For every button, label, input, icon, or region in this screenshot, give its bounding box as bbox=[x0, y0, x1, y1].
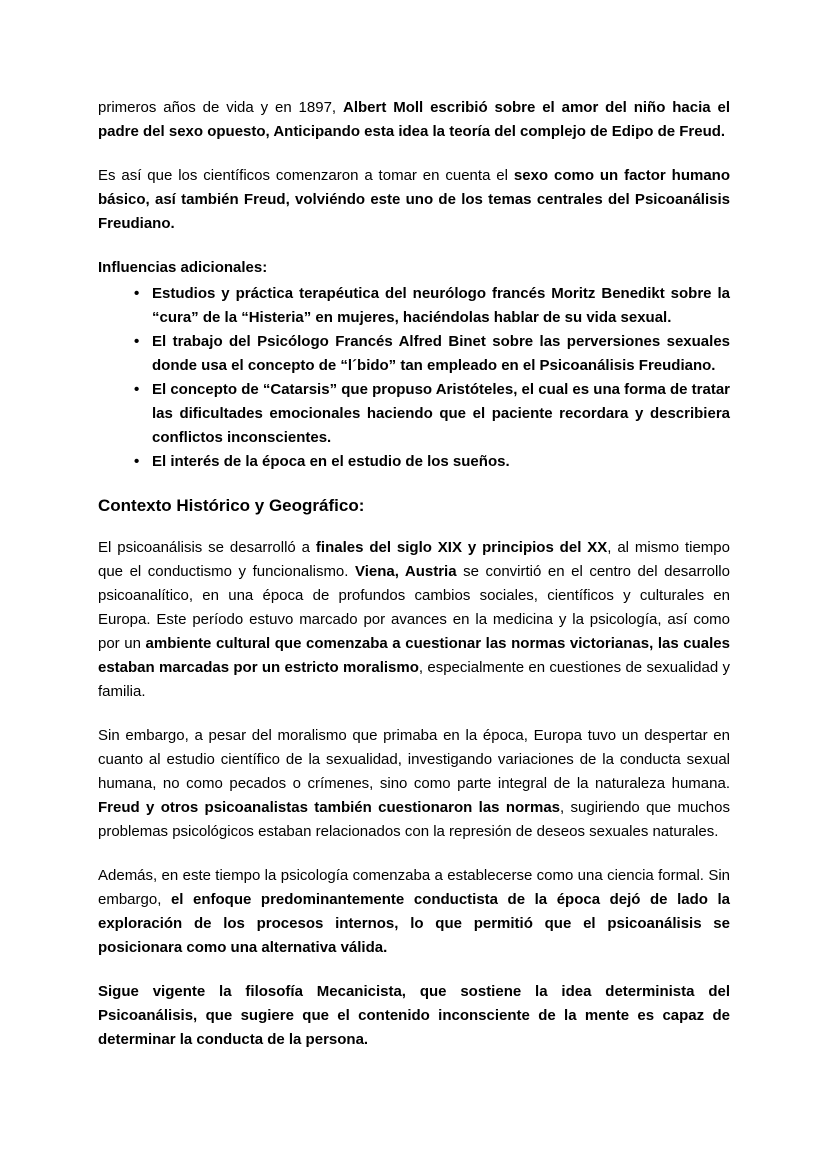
bulleted-list bbox=[98, 282, 730, 474]
text-run: Es así que los científicos comenzaron a tomar en cuenta el bbox=[98, 167, 514, 184]
section-heading: Contexto Histórico y Geográfico: bbox=[98, 496, 365, 515]
text-run: , sugiriendo que muchos problemas psicológicos estaban relacionados con la represión de deseos sexuales naturales. bbox=[98, 799, 730, 840]
text-run-bold: ambiente cultural que comenzaba a cuestionar las normas victorianas, las cuales estaban marcadas por un estricto moralismo bbox=[98, 635, 730, 676]
text-run: primeros años de vida y en 1897, bbox=[98, 99, 343, 116]
paragraph bbox=[98, 724, 730, 844]
paragraph bbox=[98, 864, 730, 960]
text-run: , especialmente en cuestiones de sexualidad y familia. bbox=[98, 659, 730, 700]
text-run-bold: Freud y otros psicoanalistas también cuestionaron las normas bbox=[98, 799, 561, 816]
paragraph bbox=[98, 980, 730, 1052]
text-run: , al mismo tiempo que el conductismo y funcionalismo. bbox=[98, 539, 730, 580]
list-item: • El trabajo del Psicólogo Francés Alfred Binet sobre las perversiones sexuales donde usa el concepto de “l´bido” tan empleado en el Psicoanálisis Freudiano. bbox=[152, 330, 730, 378]
text-run: Sin embargo, a pesar del moralismo que primaba en la época, Europa tuvo un despertar en cuanto al estudio científico de la sexualidad, investigando variaciones de la conducta sexual humana, no como pecados o crímenes, sino como parte integral de la naturaleza humana. bbox=[98, 727, 730, 792]
text-run-bold: Sigue vigente la filosofía Mecanicista, que sostiene la idea determinista del Psicoanálisis, que sugiere que el contenido inconsciente de la mente es capaz de determinar la conducta de la persona. bbox=[98, 983, 730, 1048]
list-lead-in: Influencias adicionales: bbox=[98, 259, 268, 276]
text-run-bold: Viena, Austria bbox=[354, 563, 457, 580]
text-run-bold: finales del siglo XIX y principios del XX bbox=[315, 539, 608, 556]
list-item: • Estudios y práctica terapéutica del neurólogo francés Moritz Benedikt sobre la “cura” de la “Histeria” en mujeres, haciéndolas hablar de su vida sexual. bbox=[152, 282, 730, 330]
text-run-bold: Albert Moll escribió sobre el amor del niño hacia el padre del sexo opuesto, Anticipando esta idea la teoría del complejo de Edipo de Freud. bbox=[98, 99, 731, 140]
text-run: Además, en este tiempo la psicología comenzaba a establecerse como una ciencia formal. Sin embargo, bbox=[98, 867, 730, 908]
text-run-bold: el enfoque predominantemente conductista de la época dejó de lado la exploración de los procesos internos, lo que permitió que el psicoanálisis se posicionara como una alternativa válida. bbox=[98, 891, 730, 956]
text-run-bold: sexo como un factor humano básico, así también Freud, volviéndo este uno de los temas centrales del Psicoanálisis Freudiano. bbox=[98, 167, 730, 232]
paragraph bbox=[98, 536, 730, 704]
document-body bbox=[98, 96, 730, 1052]
paragraph bbox=[98, 96, 730, 144]
list-item: • El interés de la época en el estudio de los sueños. bbox=[152, 450, 730, 474]
list-item: • El concepto de “Catarsis” que propuso Aristóteles, el cual es una forma de tratar las dificultades emocionales haciendo que el paciente recordara y describiera conflictos inconscientes. bbox=[152, 378, 730, 450]
text-run: El psicoanálisis se desarrolló a bbox=[98, 539, 316, 556]
text-run: se convirtió en el centro del desarrollo psicoanalítico, en una época de profundos cambios sociales, científicos y culturales en Europa. Este período estuvo marcado por avances en la medicina y la psicología, así como por un bbox=[98, 563, 730, 652]
paragraph bbox=[98, 164, 730, 236]
